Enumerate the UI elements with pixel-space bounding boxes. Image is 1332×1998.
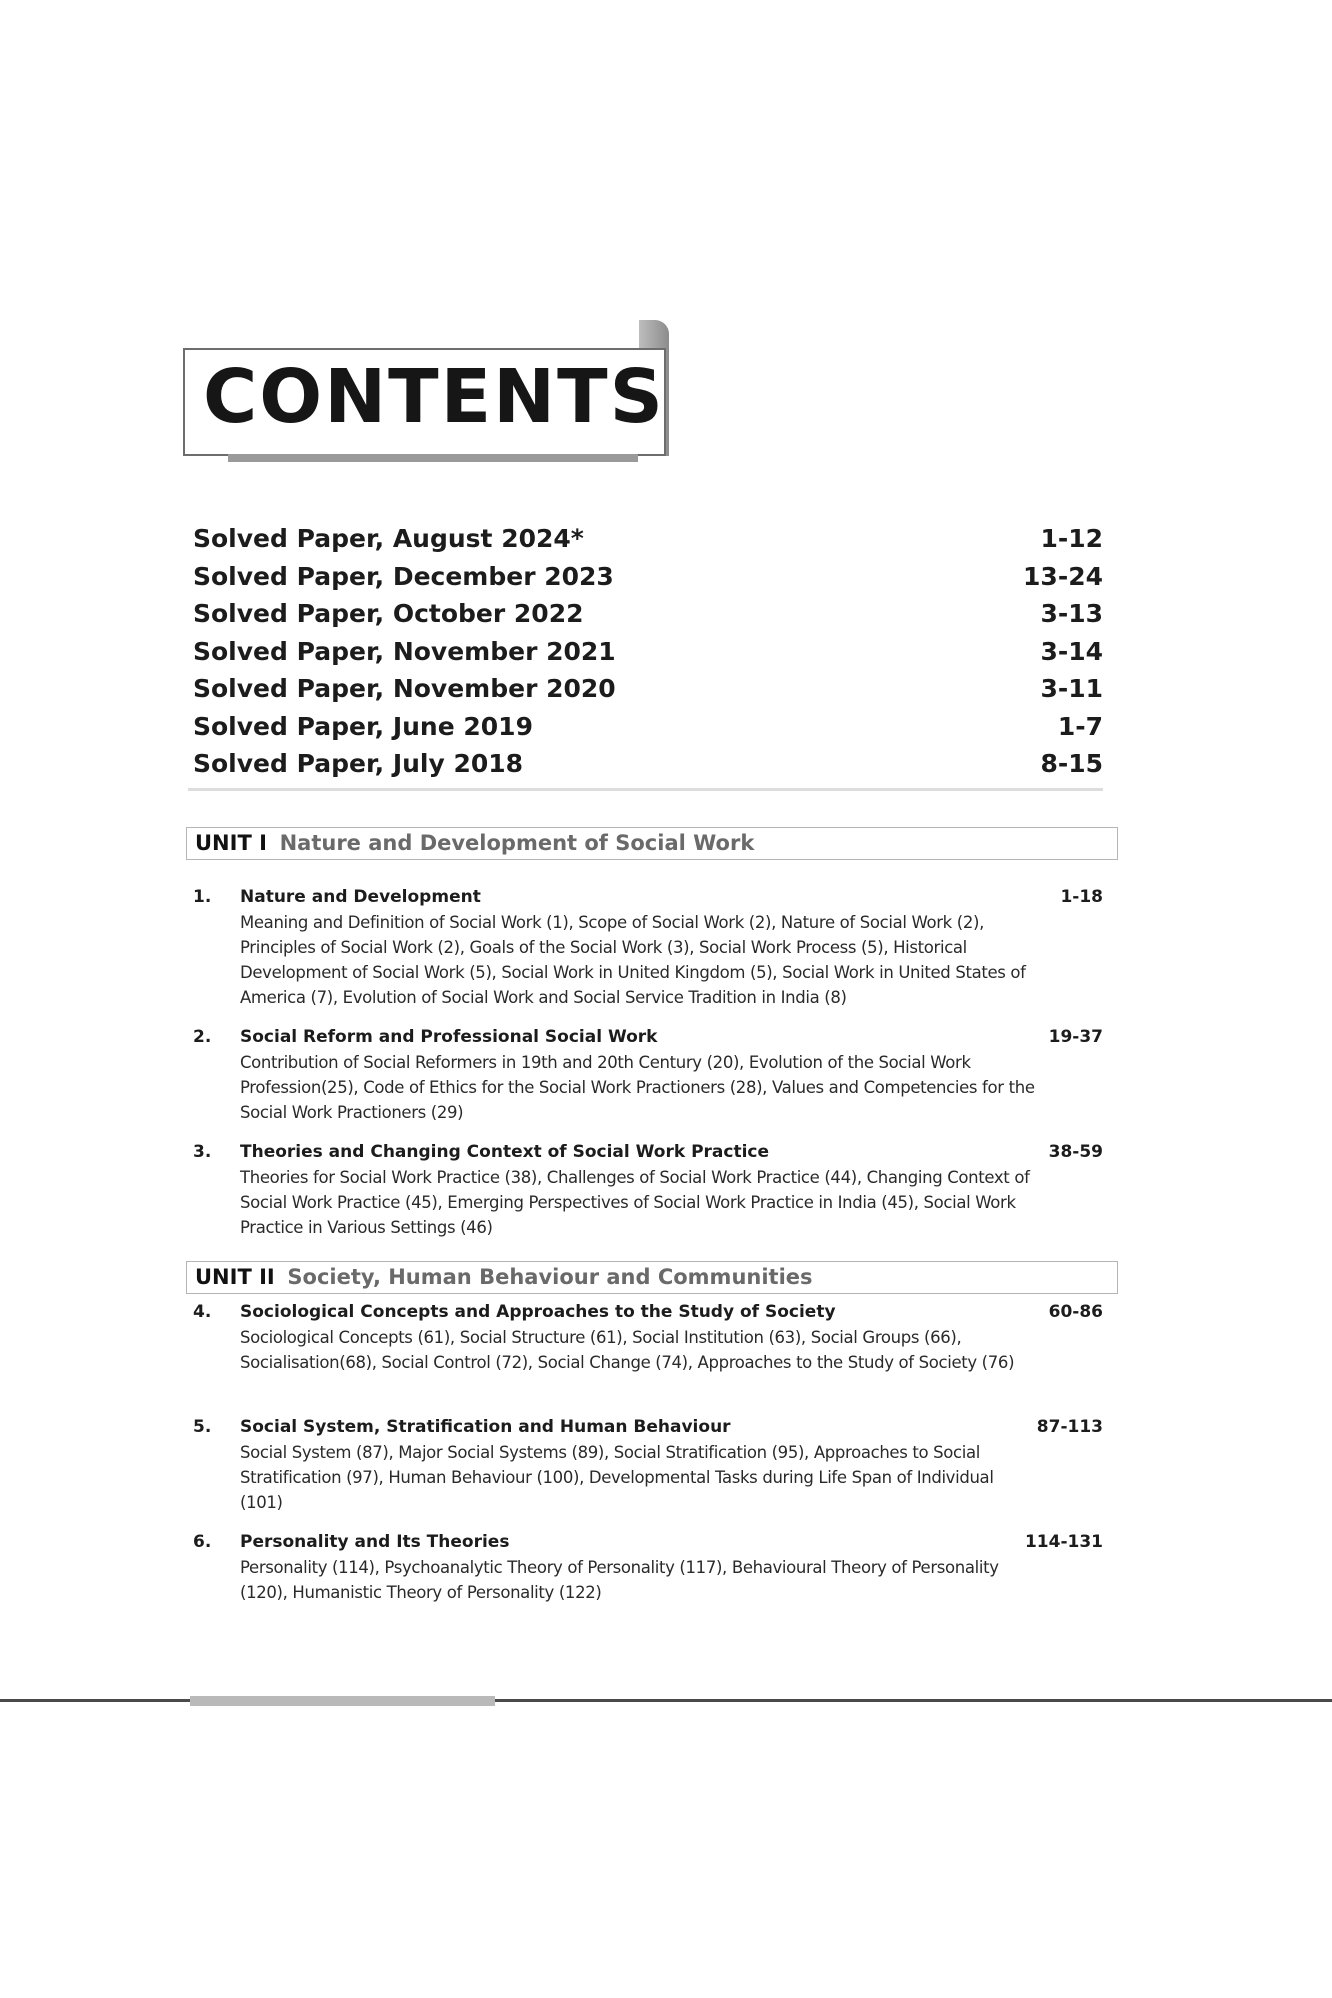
paper-title: Solved Paper, August 2024*: [193, 524, 584, 553]
solved-papers-list: [193, 520, 1103, 783]
paper-title: Solved Paper, October 2022: [193, 599, 584, 628]
banner-shadow: [228, 454, 638, 462]
list-item[interactable]: [193, 708, 1103, 746]
chapter-topics: Meaning and Definition of Social Work (1), Scope of Social Work (2), Nature of Social Work (2), Principles of Social Work (2), Goals of the Social Work (3), Social Work Process (5), Historical Development of Social Work (5), Social Work in United Kingdom (5), Social Work in United States of America (7), Evolution of Social Work and Social Service Tradition in India (8): [240, 913, 1026, 1007]
chapter-title: Personality and Its Theories: [240, 1532, 510, 1552]
chapter-title: Social System, Stratification and Human Behaviour: [240, 1417, 731, 1437]
list-item[interactable]: [193, 520, 1103, 558]
paper-pages: 13-24: [1023, 561, 1103, 591]
footer-accent: [190, 1696, 495, 1706]
chapter-title: Social Reform and Professional Social Work: [240, 1027, 658, 1047]
paper-pages: 3-14: [1040, 636, 1103, 666]
paper-title: Solved Paper, June 2019: [193, 711, 533, 741]
chapter-topics: Sociological Concepts (61), Social Structure (61), Social Institution (63), Social Groups (66), Socialisation(68), Social Control (72), Social Change (74), Approaches to the Study of Society (76): [240, 1328, 1015, 1372]
chapter-topics: Social System (87), Major Social Systems (89), Social Stratification (95), Approaches to Social Stratification (97), Human Behaviour (100), Developmental Tasks during Life Span of Individual (101): [240, 1443, 994, 1512]
unit-heading: [186, 1261, 1118, 1294]
chapter-pages: 87-113: [1036, 1417, 1103, 1437]
paper-title: Solved Paper, December 2023: [193, 561, 614, 591]
unit-heading: [186, 827, 1118, 860]
chapter-pages: 19-37: [1048, 1027, 1103, 1047]
chapter-number: 3.: [193, 1142, 212, 1162]
chapter-title: Theories and Changing Context of Social Work Practice: [240, 1142, 770, 1162]
page-title: CONTENTS: [203, 354, 665, 440]
list-item[interactable]: [193, 633, 1103, 671]
chapter-number: 1.: [193, 887, 212, 907]
paper-pages: 1-12: [1040, 524, 1103, 553]
paper-title: Solved Paper, July 2018: [193, 749, 524, 778]
unit-title: Nature and Development of Social Work: [279, 831, 755, 855]
chapter-pages: 114-131: [1024, 1532, 1103, 1552]
chapter-number: 2.: [193, 1027, 212, 1047]
unit-label: UNIT I: [195, 831, 267, 855]
paper-pages: 1-7: [1057, 711, 1103, 741]
list-item[interactable]: [193, 558, 1103, 596]
contents-banner: [183, 320, 673, 463]
list-item[interactable]: [193, 595, 1103, 633]
chapter-number: 5.: [193, 1417, 212, 1437]
paper-pages: 3-11: [1040, 674, 1103, 703]
unit-label: UNIT II: [195, 1265, 275, 1289]
list-item[interactable]: [193, 745, 1103, 783]
chapter-title: Sociological Concepts and Approaches to the Study of Society: [240, 1302, 836, 1322]
chapter-pages: 60-86: [1048, 1302, 1103, 1322]
chapter-topics: Theories for Social Work Practice (38), Challenges of Social Work Practice (44), Changing Context of Social Work Practice (45), Emerging Perspectives of Social Work Practice in India (45), Social Work Practice in Various Settings (46): [240, 1168, 1030, 1237]
chapter-topics: Contribution of Social Reformers in 19th and 20th Century (20), Evolution of the Social Work Profession(25), Code of Ethics for the Social Work Practioners (28), Values and Competencies for the Social Work Practioners (29): [240, 1053, 1035, 1122]
paper-title: Solved Paper, November 2020: [193, 674, 616, 703]
unit-title: Society, Human Behaviour and Communities: [287, 1265, 813, 1289]
chapter-pages: 38-59: [1048, 1142, 1103, 1162]
paper-pages: 8-15: [1040, 749, 1103, 778]
chapter-title: Nature and Development: [240, 887, 481, 907]
chapter-number: 4.: [193, 1302, 212, 1322]
chapter-pages: 1-18: [1060, 887, 1103, 907]
list-item[interactable]: [193, 670, 1103, 708]
chapter-number: 6.: [193, 1532, 212, 1552]
paper-pages: 3-13: [1040, 599, 1103, 628]
chapter-topics: Personality (114), Psychoanalytic Theory of Personality (117), Behavioural Theory of Personality (120), Humanistic Theory of Personality (122): [240, 1558, 999, 1602]
paper-title: Solved Paper, November 2021: [193, 636, 616, 666]
divider: [188, 788, 1103, 791]
